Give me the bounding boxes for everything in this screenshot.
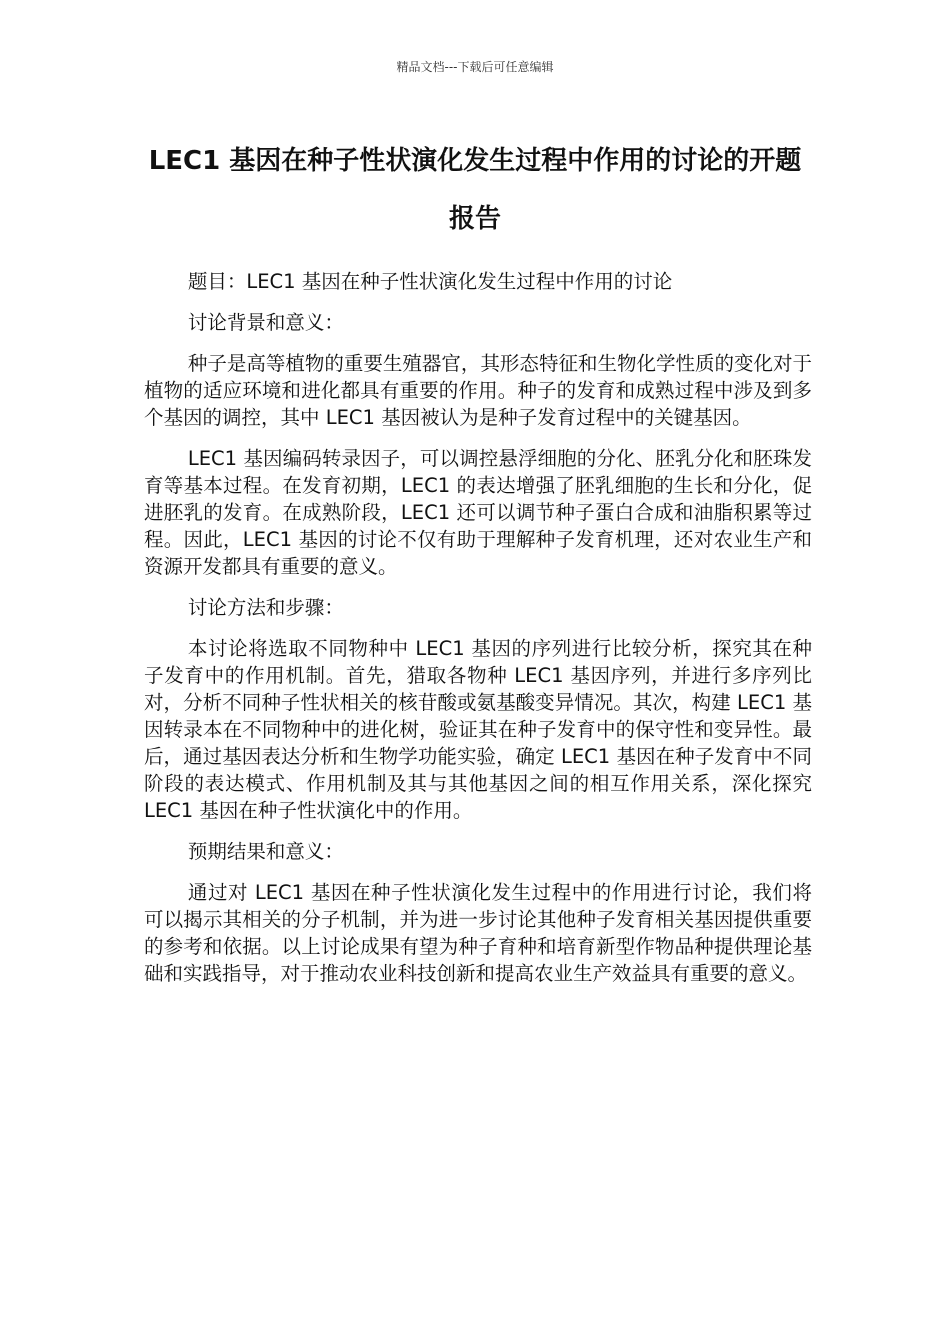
header-note: 精品文档---下载后可任意编辑 (396, 60, 554, 74)
paragraph-background-2: LEC1 基因编码转录因子，可以调控悬浮细胞的分化、胚乳分化和胚珠发育等基本过程。在发育初期，LEC1 的表达增强了胚乳细胞的生长和分化，促进胚乳的发育。在成熟阶段，LEC1 还可以调节种子蛋白合成和油脂积累等过程。因此，LEC1 基因的讨论不仅有助于理解种子发育机理，还对农业生产和资源开发都具有重要的意义。 (144, 447, 812, 578)
document-title: LEC1 基因在种子性状演化发生过程中作用的讨论的开题报告 (148, 146, 802, 234)
section-heading-methods: 讨论方法和步骤： (187, 596, 344, 619)
section-heading-background: 讨论背景和意义： (187, 311, 344, 334)
document-body (144, 268, 812, 1001)
section-heading-expected: 预期结果和意义： (187, 840, 344, 863)
topic-line: 题目：LEC1 基因在种子性状演化发生过程中作用的讨论 (187, 270, 673, 293)
paragraph-methods: 本讨论将选取不同物种中 LEC1 基因的序列进行比较分析，探究其在种子发育中的作用机制。首先，猎取各物种 LEC1 基因序列，并进行多序列比对，分析不同种子性状相关的核苷酸或氨基酸变异情况。其次，构建 LEC1 基因转录本在不同物种中的进化树，验证其在种子发育中的保守性和变异性。最后，通过基因表达分析和生物学功能实验，确定 LEC1 基因在种子发育中不同阶段的表达模式、作用机制及其与其他基因之间的相互作用关系，深化探究 LEC1 基因在种子性状演化中的作用。 (144, 637, 812, 822)
paragraph-expected: 通过对 LEC1 基因在种子性状演化发生过程中的作用进行讨论，我们将可以揭示其相关的分子机制，并为进一步讨论其他种子发育相关基因提供重要的参考和依据。以上讨论成果有望为种子育种和培育新型作物品种提供理论基础和实践指导，对于推动农业科技创新和提高农业生产效益具有重要的意义。 (144, 881, 812, 985)
paragraph-background-1: 种子是高等植物的重要生殖器官，其形态特征和生物化学性质的变化对于植物的适应环境和进化都具有重要的作用。种子的发育和成熟过程中涉及到多个基因的调控，其中 LEC1 基因被认为是种子发育过程中的关键基因。 (144, 352, 812, 429)
